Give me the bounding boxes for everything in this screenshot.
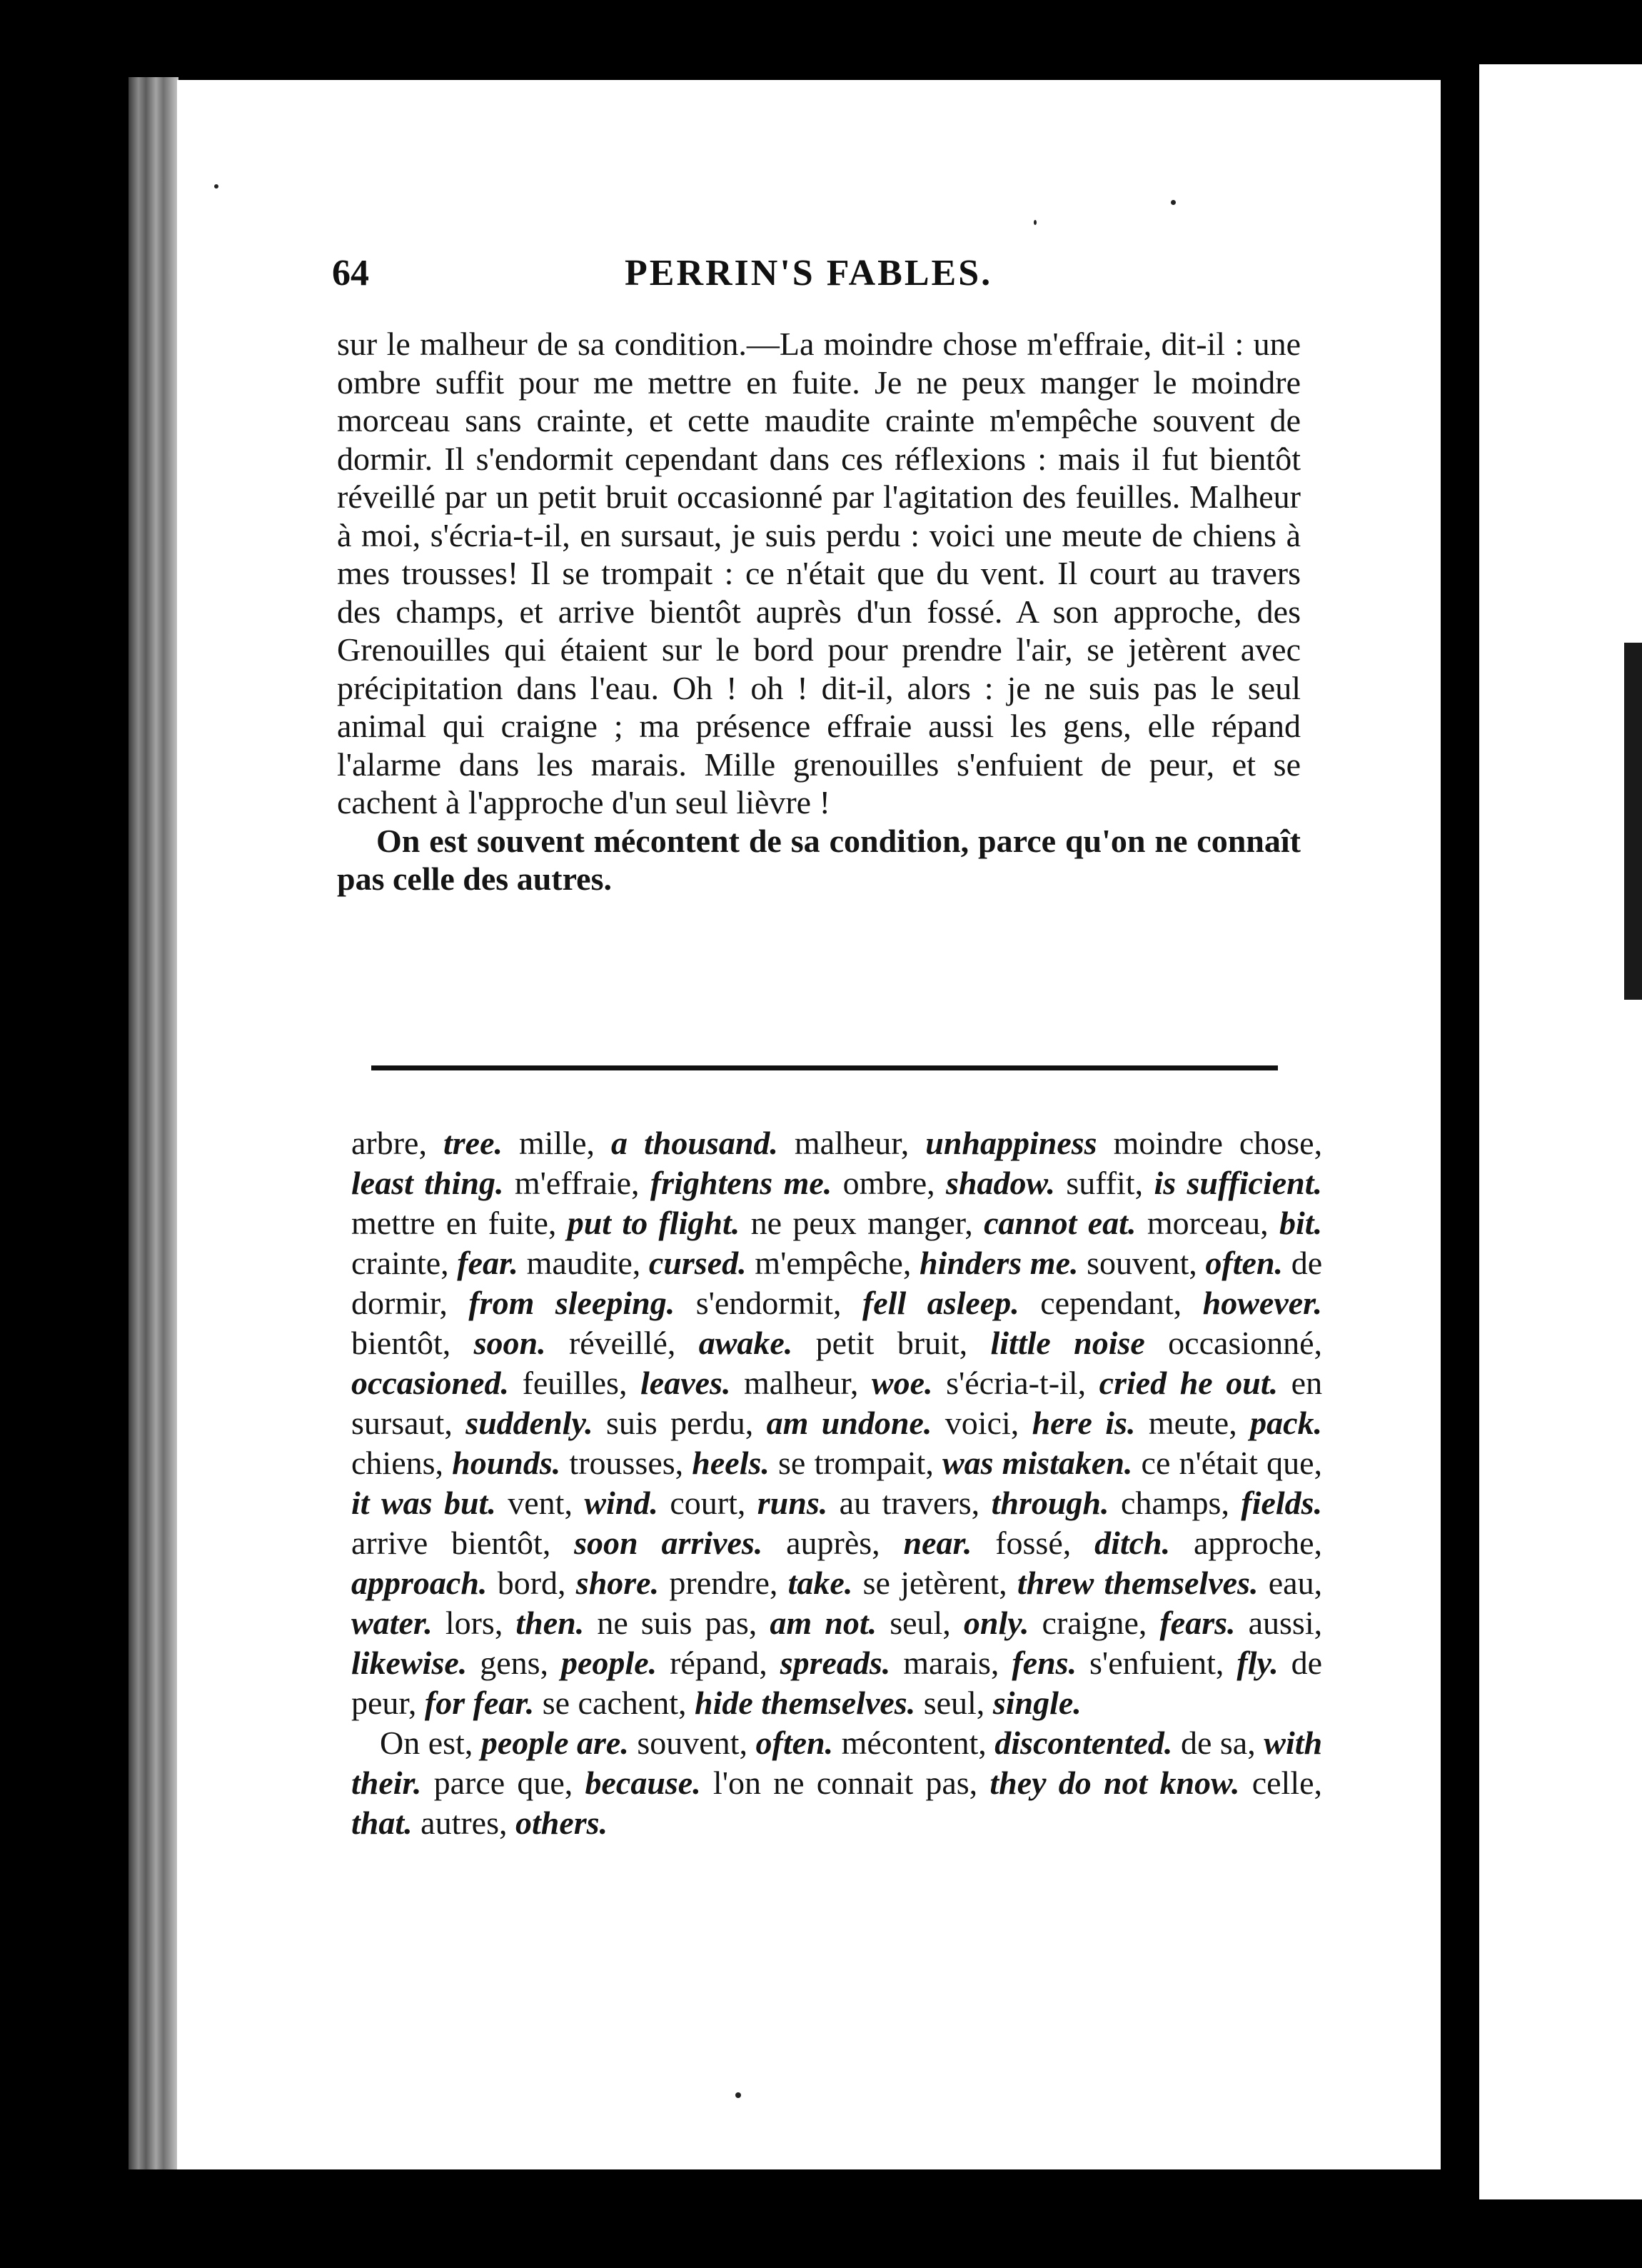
glossary-term-english: for fear. (424, 1685, 535, 1721)
glossary-term-english: am not. (770, 1605, 877, 1641)
glossary-term-english: with their. (351, 1725, 1323, 1801)
glossary-term-french: auprès, (786, 1525, 880, 1561)
glossary-term-french: mille, (518, 1125, 595, 1161)
glossary-term-english: occasioned. (351, 1365, 510, 1401)
glossary-term-english: others. (515, 1805, 608, 1841)
glossary-term-english: cannot eat. (984, 1205, 1137, 1241)
glossary-term-french: meute, (1148, 1405, 1237, 1441)
glossary-term-french: l'on ne connait pas, (712, 1765, 978, 1801)
glossary-term-english: fens. (1012, 1645, 1077, 1681)
dust-speck (1034, 220, 1037, 225)
glossary-term-french: seul, (890, 1605, 951, 1641)
glossary-term-english: hinders me. (919, 1245, 1079, 1281)
glossary-term-french: en sursaut, (351, 1365, 1323, 1441)
glossary-term-english: cried he out. (1099, 1365, 1279, 1401)
fable-moral: On est souvent mécontent de sa condition, parce qu'on ne connaît pas celle des autres. (337, 822, 1301, 897)
glossary-term-english: woe. (871, 1365, 933, 1401)
glossary-term-french: mécontent, (841, 1725, 987, 1761)
glossary-term-english: fly. (1236, 1645, 1279, 1681)
glossary-term-french: m'empêche, (755, 1245, 912, 1281)
glossary-term-english: least thing. (351, 1165, 504, 1201)
glossary-term-english: it was but. (351, 1485, 496, 1521)
glossary-term-english: a thousand. (611, 1125, 778, 1161)
glossary-term-french: suffit, (1066, 1165, 1144, 1201)
glossary-term-english: people. (561, 1645, 658, 1681)
glossary-term-french: feuilles, (522, 1365, 628, 1401)
glossary-term-english: runs. (757, 1485, 828, 1521)
glossary-term-english: suddenly. (465, 1405, 593, 1441)
glossary-term-english: fears. (1159, 1605, 1236, 1641)
glossary-term-english: spreads. (780, 1645, 891, 1681)
glossary-term-english: near. (903, 1525, 972, 1561)
glossary-term-french: ne suis pas, (597, 1605, 757, 1641)
glossary-term-french: maudite, (526, 1245, 641, 1281)
dust-speck (214, 184, 218, 189)
glossary-term-english: wind. (584, 1485, 658, 1521)
glossary-term-french: seul, (923, 1685, 985, 1721)
glossary-term-french: ne peux manger, (750, 1205, 973, 1241)
glossary-term-english: however. (1202, 1285, 1323, 1321)
glossary-term-english: unhappiness (925, 1125, 1097, 1161)
glossary-term-english: pack. (1250, 1405, 1322, 1441)
glossary-term-english: cursed. (648, 1245, 747, 1281)
glossary-term-french: champs, (1120, 1485, 1229, 1521)
glossary-term-english: discontented. (994, 1725, 1173, 1761)
glossary-term-french: se jetèrent, (862, 1565, 1007, 1601)
glossary-term-english: hide themselves. (695, 1685, 916, 1721)
glossary-term-english: awake. (698, 1325, 793, 1361)
vocabulary-glossary (351, 1123, 1322, 1843)
fable-text (337, 325, 1301, 898)
page-header (332, 252, 1403, 309)
glossary-term-french: occasionné, (1168, 1325, 1323, 1361)
glossary-term-french: de peur, (351, 1645, 1323, 1721)
glossary-term-french: souvent, (1087, 1245, 1197, 1281)
glossary-term-english: take. (787, 1565, 853, 1601)
glossary-term-english: fear. (457, 1245, 518, 1281)
glossary-term-english: people are. (480, 1725, 629, 1761)
glossary-term-french: se cachent, (542, 1685, 687, 1721)
glossary-term-french: s'endormit, (695, 1285, 842, 1321)
glossary-term-french: de sa, (1180, 1725, 1256, 1761)
glossary-term-english: that. (351, 1805, 413, 1841)
glossary-term-french: mettre en fuite, (351, 1205, 557, 1241)
glossary-term-french: craigne, (1042, 1605, 1147, 1641)
glossary-term-english: shadow. (945, 1165, 1055, 1201)
glossary-term-french: morceau, (1147, 1205, 1269, 1241)
glossary-term-english: shore. (575, 1565, 660, 1601)
glossary-term-french: ombre, (842, 1165, 935, 1201)
glossary-term-french: bord, (497, 1565, 566, 1601)
glossary-term-french: arrive bientôt, (351, 1525, 551, 1561)
glossary-term-french: réveillé, (568, 1325, 676, 1361)
glossary-term-english: heels. (692, 1445, 770, 1481)
dust-speck (1171, 200, 1176, 205)
glossary-term-french: ce n'était que, (1141, 1445, 1322, 1481)
glossary-term-french: au travers, (839, 1485, 980, 1521)
glossary-term-english: then. (515, 1605, 585, 1641)
glossary-term-french: malheur, (744, 1365, 859, 1401)
glossary-term-english: they do not know. (989, 1765, 1240, 1801)
glossary-term-english: soon arrives. (574, 1525, 763, 1561)
glossary-term-english: hounds. (452, 1445, 561, 1481)
glossary-term-french: lors, (445, 1605, 503, 1641)
glossary-term-french: approche, (1193, 1525, 1323, 1561)
glossary-term-french: s'enfuient, (1089, 1645, 1224, 1681)
glossary-term-french: celle, (1251, 1765, 1323, 1801)
glossary-term-french: arbre, (351, 1125, 427, 1161)
glossary-term-english: bit. (1279, 1205, 1323, 1241)
glossary-term-english: likewise. (351, 1645, 468, 1681)
glossary-term-english: put to flight. (567, 1205, 740, 1241)
page-number: 64 (332, 253, 369, 293)
book-gutter (129, 77, 178, 2169)
glossary-term-french: bientôt, (351, 1325, 451, 1361)
glossary-term-english: am undone. (766, 1405, 932, 1441)
glossary-term-english: is sufficient. (1154, 1165, 1323, 1201)
dust-speck (735, 2092, 741, 2098)
glossary-term-english: was mistaken. (942, 1445, 1133, 1481)
glossary-term-french: cependant, (1040, 1285, 1182, 1321)
glossary-paragraph (351, 1123, 1322, 1723)
glossary-term-french: m'effraie, (514, 1165, 640, 1201)
glossary-term-english: here is. (1032, 1405, 1136, 1441)
glossary-term-french: voici, (945, 1405, 1019, 1441)
glossary-term-english: water. (351, 1605, 433, 1641)
glossary-term-english: frightens me. (650, 1165, 832, 1201)
glossary-term-english: tree. (443, 1125, 503, 1161)
glossary-term-english: only. (963, 1605, 1029, 1641)
glossary-paragraph (351, 1723, 1322, 1843)
glossary-term-english: often. (1205, 1245, 1284, 1281)
glossary-term-french: répand, (670, 1645, 767, 1681)
glossary-term-english: approach. (351, 1565, 488, 1601)
glossary-term-french: se trompait, (778, 1445, 934, 1481)
glossary-term-english: fields. (1241, 1485, 1323, 1521)
glossary-term-french: eau, (1268, 1565, 1323, 1601)
glossary-term-french: petit bruit, (815, 1325, 968, 1361)
glossary-term-french: crainte, (351, 1245, 449, 1281)
glossary-term-french: On est, (380, 1725, 473, 1761)
opposite-page-edge (1479, 64, 1642, 2199)
glossary-term-french: court, (670, 1485, 746, 1521)
glossary-term-english: because. (585, 1765, 701, 1801)
glossary-term-french: parce que, (433, 1765, 573, 1801)
fable-paragraph: sur le malheur de sa condition.—La moindre chose m'effraie, dit-il : une ombre suffit pour me mettre en fuite. Je ne peux manger le moindre morceau sans crainte, et cette maudite crainte m'empêche souvent de dormir. Il s'endormit cependant dans ces réflexions : mais il fut bientôt réveillé par un petit bruit occasionné par l'agitation des feuilles. Malheur à moi, s'écria-t-il, en sursaut, je suis perdu : voici une meute de chiens à mes trousses! Il se trompait : ce n'était que du vent. Il court au travers des champs, et arrive bientôt auprès d'un fossé. A son approche, des Grenouilles qui étaient sur le bord pour prendre l'air, se jetèrent avec précipitation dans l'eau. Oh ! oh ! dit-il, alors : je ne suis pas le seul animal qui craigne ; ma présence effraie aussi les gens, elle répand l'alarme dans les marais. Mille grenouilles s'enfuient de peur, et se cachent à l'approche d'un seul lièvre ! (337, 326, 1301, 821)
glossary-term-french: moindre chose, (1113, 1125, 1323, 1161)
glossary-term-french: prendre, (669, 1565, 778, 1601)
glossary-term-french: fossé, (995, 1525, 1072, 1561)
glossary-term-french: aussi, (1248, 1605, 1323, 1641)
glossary-term-english: single. (992, 1685, 1082, 1721)
glossary-term-french: malheur, (794, 1125, 910, 1161)
glossary-term-french: trousses, (569, 1445, 684, 1481)
glossary-term-english: often. (755, 1725, 834, 1761)
glossary-term-english: from sleeping. (468, 1285, 675, 1321)
glossary-term-french: chiens, (351, 1445, 444, 1481)
glossary-term-english: ditch. (1094, 1525, 1171, 1561)
glossary-term-french: gens, (480, 1645, 549, 1681)
glossary-term-english: little noise (990, 1325, 1145, 1361)
glossary-term-french: autres, (420, 1805, 508, 1841)
glossary-term-french: marais, (903, 1645, 999, 1681)
glossary-term-french: s'écria-t-il, (946, 1365, 1087, 1401)
glossary-term-french: vent, (508, 1485, 573, 1521)
glossary-term-english: leaves. (640, 1365, 731, 1401)
glossary-term-english: fell asleep. (862, 1285, 1019, 1321)
running-title: PERRIN'S FABLES. (625, 253, 993, 293)
glossary-term-french: suis perdu, (606, 1405, 754, 1441)
glossary-term-english: through. (991, 1485, 1109, 1521)
section-divider (371, 1065, 1278, 1070)
glossary-term-english: soon. (473, 1325, 546, 1361)
glossary-term-english: threw themselves. (1017, 1565, 1259, 1601)
opposite-page-shadow (1624, 643, 1642, 1000)
glossary-term-french: souvent, (637, 1725, 747, 1761)
glossary-term-french: de dormir, (351, 1245, 1323, 1321)
